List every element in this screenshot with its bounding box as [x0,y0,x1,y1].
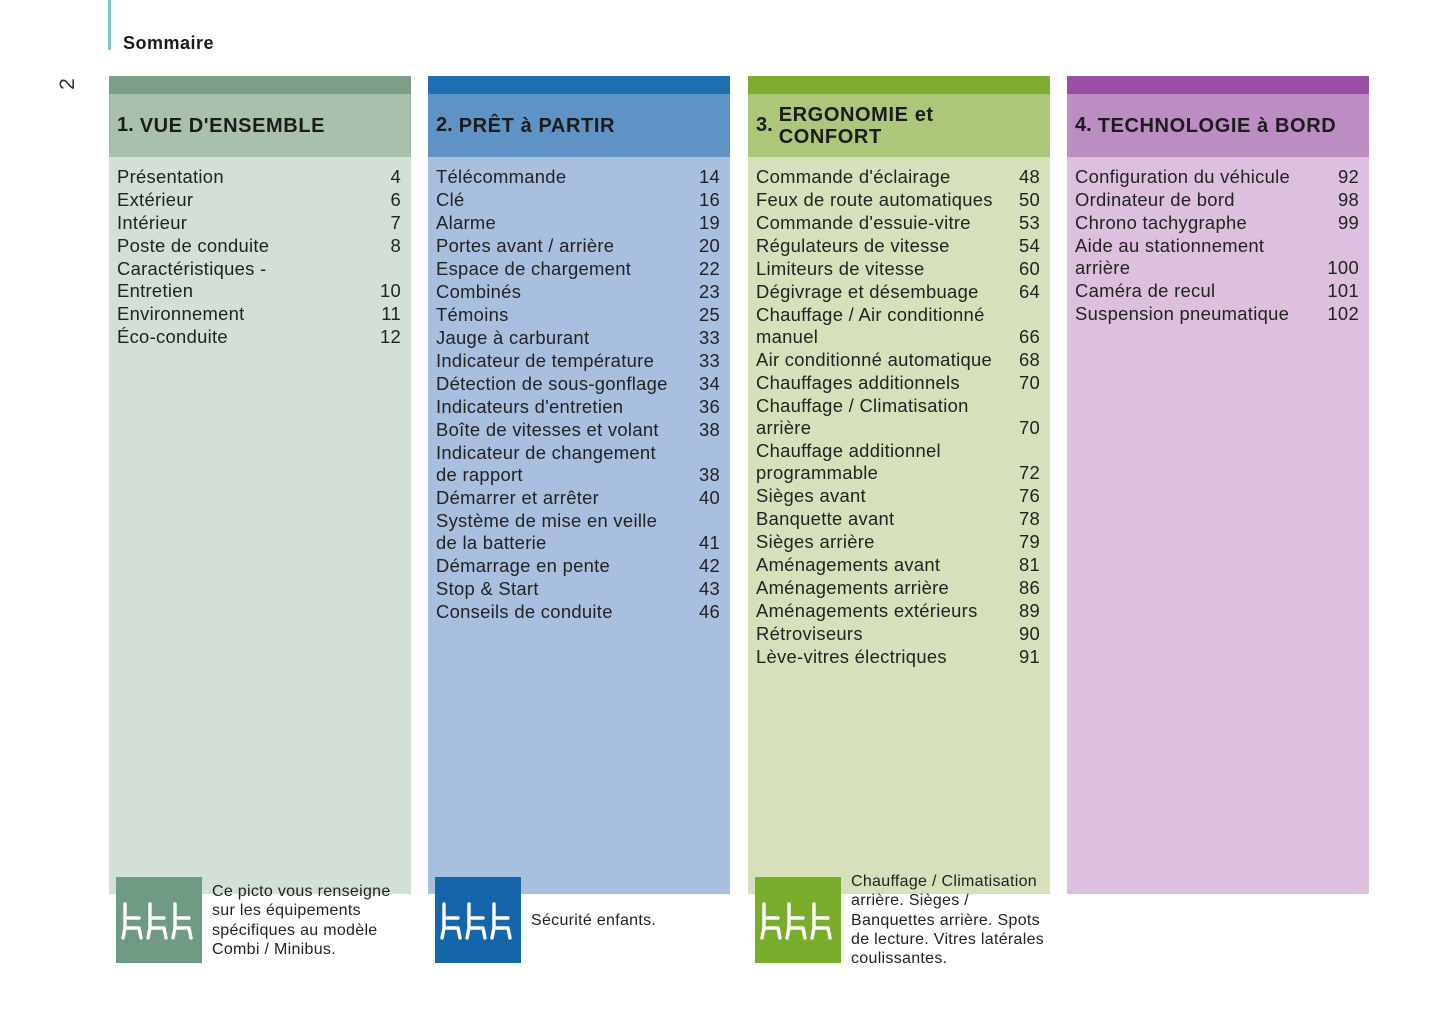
toc-entry-page: 20 [698,235,720,256]
toc-entry[interactable] [436,555,720,577]
toc-entry[interactable] [1075,212,1359,234]
toc-entry-label: Clé [436,189,465,210]
toc-entry-page: 70 [1018,417,1040,438]
toc-entry-label: Chauffage additionnel programmable [756,440,941,483]
section-body [1067,157,1369,894]
toc-entry-label: Alarme [436,212,497,233]
toc-entry[interactable] [756,508,1040,530]
section-ergonomie-et-confort [748,76,1050,968]
toc-entry-label: Dégivrage et désembuage [756,281,979,302]
section-color-strip [109,76,411,94]
toc-list [428,157,730,623]
section-color-strip [428,76,730,94]
toc-entry[interactable] [756,372,1040,394]
toc-entry-label: Caméra de recul [1075,280,1216,301]
toc-entry-page: 92 [1337,166,1359,187]
toc-entry-page: 8 [390,235,401,256]
toc-entry-label: Aménagements arrière [756,577,950,598]
toc-entry-page: 60 [1018,258,1040,279]
toc-entry-page: 86 [1018,577,1040,598]
toc-entry-page: 23 [698,281,720,302]
toc-entry-page: 38 [698,464,720,485]
section-vue-d-ensemble [109,76,411,958]
toc-entry[interactable] [756,600,1040,622]
toc-entry-label: Environnement [117,303,245,324]
toc-entry-label: Limiteurs de vitesse [756,258,925,279]
toc-entry[interactable] [756,235,1040,257]
toc-entry[interactable] [436,212,720,234]
toc-entry-label: Espace de chargement [436,258,632,279]
toc-entry[interactable] [756,189,1040,211]
toc-entry-page: 33 [698,350,720,371]
toc-list [109,157,411,348]
toc-entry-label: Suspension pneumatique [1075,303,1290,324]
toc-entry-label: Indicateur de changement de rapport [436,442,656,485]
section-note: Sécurité enfants. [531,912,657,929]
toc-entry-page: 11 [381,303,401,324]
page-number: 2 [55,78,79,90]
toc-entry[interactable] [436,327,720,349]
toc-entry-page: 40 [698,487,720,508]
toc-entry[interactable] [756,258,1040,280]
section-technologie-a-bord [1067,76,1369,894]
toc-entry-page: 90 [1018,623,1040,644]
toc-entry-page: 66 [1018,326,1040,347]
section-pret-a-partir [428,76,730,929]
toc-entry[interactable] [436,442,720,486]
toc-entry-label: Combinés [436,281,522,302]
toc-entry-label: Extérieur [117,189,194,210]
seats-icon [755,877,841,963]
toc-entry-page: 89 [1018,600,1040,621]
toc-entry[interactable] [756,577,1040,599]
toc-entry-label: Poste de conduite [117,235,270,256]
toc-entry-page: 16 [698,189,720,210]
toc-entry[interactable] [756,623,1040,645]
toc-entry-page: 12 [379,326,401,347]
toc-entry-page: 99 [1337,212,1359,233]
section-body [109,157,411,958]
toc-entry-label: Démarrage en pente [436,555,611,576]
toc-entry[interactable] [1075,189,1359,211]
toc-entry[interactable] [436,487,720,509]
toc-entry[interactable] [436,601,720,623]
toc-entry-label: Témoins [436,304,509,325]
toc-entry-label: Banquette avant [756,508,895,529]
toc-entry-page: 54 [1018,235,1040,256]
toc-entry-label: Feux de route automatiques [756,189,993,210]
section-header [748,94,1050,157]
toc-entry-page: 102 [1327,303,1359,324]
toc-entry-page: 10 [379,280,401,301]
toc-entry[interactable] [756,281,1040,303]
toc-entry-page: 101 [1327,280,1359,301]
toc-entry-label: Télécommande [436,166,567,187]
toc-entry-label: Ordinateur de bord [1075,189,1235,210]
section-number: 3. [756,114,773,136]
toc-entry-label: Indicateurs d'entretien [436,396,624,417]
toc-entry-label: Conseils de conduite [436,601,613,622]
toc-entry-label: Aménagements avant [756,554,941,575]
section-number: 1. [117,114,134,136]
toc-entry[interactable] [756,349,1040,371]
toc-entry[interactable] [117,212,401,234]
toc-entry-page: 42 [698,555,720,576]
page-title: Sommaire [123,33,215,53]
toc-entry-page: 38 [698,419,720,440]
toc-entry[interactable] [436,281,720,303]
toc-entry-page: 70 [1018,372,1040,393]
toc-entry[interactable] [756,554,1040,576]
toc-entry-label: Chauffages additionnels [756,372,960,393]
section-title: ERGONOMIE et CONFORT [778,103,934,148]
toc-entry[interactable] [756,646,1040,668]
toc-entry-page: 100 [1327,257,1359,278]
toc-entry[interactable] [1075,303,1359,325]
section-note: Ce picto vous renseigne sur les équipements spécifiques au modèle Combi / Minibus. [212,883,391,958]
section-color-strip [748,76,1050,94]
section-title: PRÊT à PARTIR [458,114,616,137]
toc-entry[interactable] [117,258,401,302]
toc-entry-page: 78 [1018,508,1040,529]
toc-entry-page: 76 [1018,485,1040,506]
toc-entry-label: Système de mise en veille de la batterie [436,510,658,553]
toc-entry[interactable] [436,396,720,418]
toc-entry[interactable] [117,303,401,325]
toc-entry-page: 41 [698,532,720,553]
toc-entry[interactable] [756,531,1040,553]
section-note: Chauffage / Climatisation arrière. Sièges / Banquettes arrière. Spots de lecture. Vitres latérales coulissantes. [851,873,1045,968]
toc-entry-label: Chauffage / Air conditionné manuel [756,304,985,347]
toc-entry-page: 64 [1018,281,1040,302]
toc-entry-page: 34 [698,373,720,394]
toc-entry[interactable] [1075,280,1359,302]
toc-entry-label: Régulateurs de vitesse [756,235,950,256]
toc-entry-label: Air conditionné automatique [756,349,993,370]
toc-entry[interactable] [756,440,1040,484]
toc-entry-page: 43 [698,578,720,599]
toc-list [748,157,1050,668]
toc-entry[interactable] [117,326,401,348]
section-header [428,94,730,157]
section-number: 4. [1075,114,1092,136]
section-header [1067,94,1369,157]
toc-entry-page: 50 [1018,189,1040,210]
toc-entry-label: Détection de sous-gonflage [436,373,668,394]
toc-entry[interactable] [436,578,720,600]
toc-entry[interactable] [1075,235,1359,279]
toc-entry-page: 4 [390,166,401,187]
toc-entry[interactable] [1075,166,1359,188]
toc-entry-label: Aide au stationnement arrière [1075,235,1265,278]
section-title: VUE D'ENSEMBLE [139,114,326,137]
toc-entry-label: Rétroviseurs [756,623,863,644]
toc-entry[interactable] [117,166,401,188]
toc-entry[interactable] [436,510,720,554]
toc-entry[interactable] [436,373,720,395]
toc-entry-page: 19 [698,212,720,233]
toc-entry[interactable] [436,304,720,326]
section-header [109,94,411,157]
section-body [748,157,1050,968]
toc-entry-page: 6 [390,189,401,210]
toc-entry-label: Sièges arrière [756,531,875,552]
toc-entry-page: 46 [698,601,720,622]
toc-entry[interactable] [436,258,720,280]
toc-entry-label: Commande d'éclairage [756,166,951,187]
toc-entry-label: Chrono tachygraphe [1075,212,1248,233]
toc-entry-label: Jauge à carburant [436,327,590,348]
toc-entry-label: Caractéristiques - Entretien [117,258,267,301]
toc-entry-label: Aménagements extérieurs [756,600,978,621]
toc-entry-label: Indicateur de température [436,350,655,371]
toc-entry-page: 68 [1018,349,1040,370]
toc-entry[interactable] [756,166,1040,188]
toc-entry-label: Portes avant / arrière [436,235,615,256]
toc-entry-label: Configuration du véhicule [1075,166,1291,187]
toc-entry[interactable] [756,395,1040,439]
toc-entry[interactable] [436,166,720,188]
toc-entry-page: 36 [698,396,720,417]
toc-entry-page: 33 [698,327,720,348]
toc-entry-page: 81 [1018,554,1040,575]
toc-entry-page: 22 [698,258,720,279]
toc-entry-page: 14 [698,166,720,187]
toc-entry-label: Démarrer et arrêter [436,487,600,508]
toc-entry[interactable] [756,304,1040,348]
toc-entry[interactable] [436,189,720,211]
section-title: TECHNOLOGIE à BORD [1097,114,1337,137]
section-number: 2. [436,114,453,136]
toc-entry-page: 72 [1018,462,1040,483]
toc-entry-page: 98 [1337,189,1359,210]
toc-entry-page: 53 [1018,212,1040,233]
toc-entry[interactable] [436,235,720,257]
section-body [428,157,730,929]
toc-entry-page: 25 [698,304,720,325]
toc-entry-label: Intérieur [117,212,188,233]
seats-icon [435,877,521,963]
seats-icon [116,877,202,963]
toc-entry-label: Chauffage / Climatisation arrière [756,395,969,438]
toc-entry-label: Présentation [117,166,224,187]
toc-entry[interactable] [436,350,720,372]
section-color-strip [1067,76,1369,94]
toc-entry[interactable] [756,485,1040,507]
toc-entry-label: Lève-vitres électriques [756,646,947,667]
toc-entry-page: 48 [1018,166,1040,187]
toc-entry-label: Boîte de vitesses et volant [436,419,659,440]
toc-entry[interactable] [756,212,1040,234]
toc-entry-page: 91 [1018,646,1040,667]
toc-entry-label: Éco-conduite [117,326,228,347]
toc-entry-page: 7 [390,212,401,233]
toc-entry-label: Commande d'essuie-vitre [756,212,971,233]
toc-entry-label: Sièges avant [756,485,866,506]
toc-entry-page: 79 [1018,531,1040,552]
toc-list [1067,157,1369,325]
toc-entry[interactable] [117,235,401,257]
toc-entry-label: Stop & Start [436,578,539,599]
toc-entry[interactable] [436,419,720,441]
toc-entry[interactable] [117,189,401,211]
header-accent-bar [108,0,111,50]
